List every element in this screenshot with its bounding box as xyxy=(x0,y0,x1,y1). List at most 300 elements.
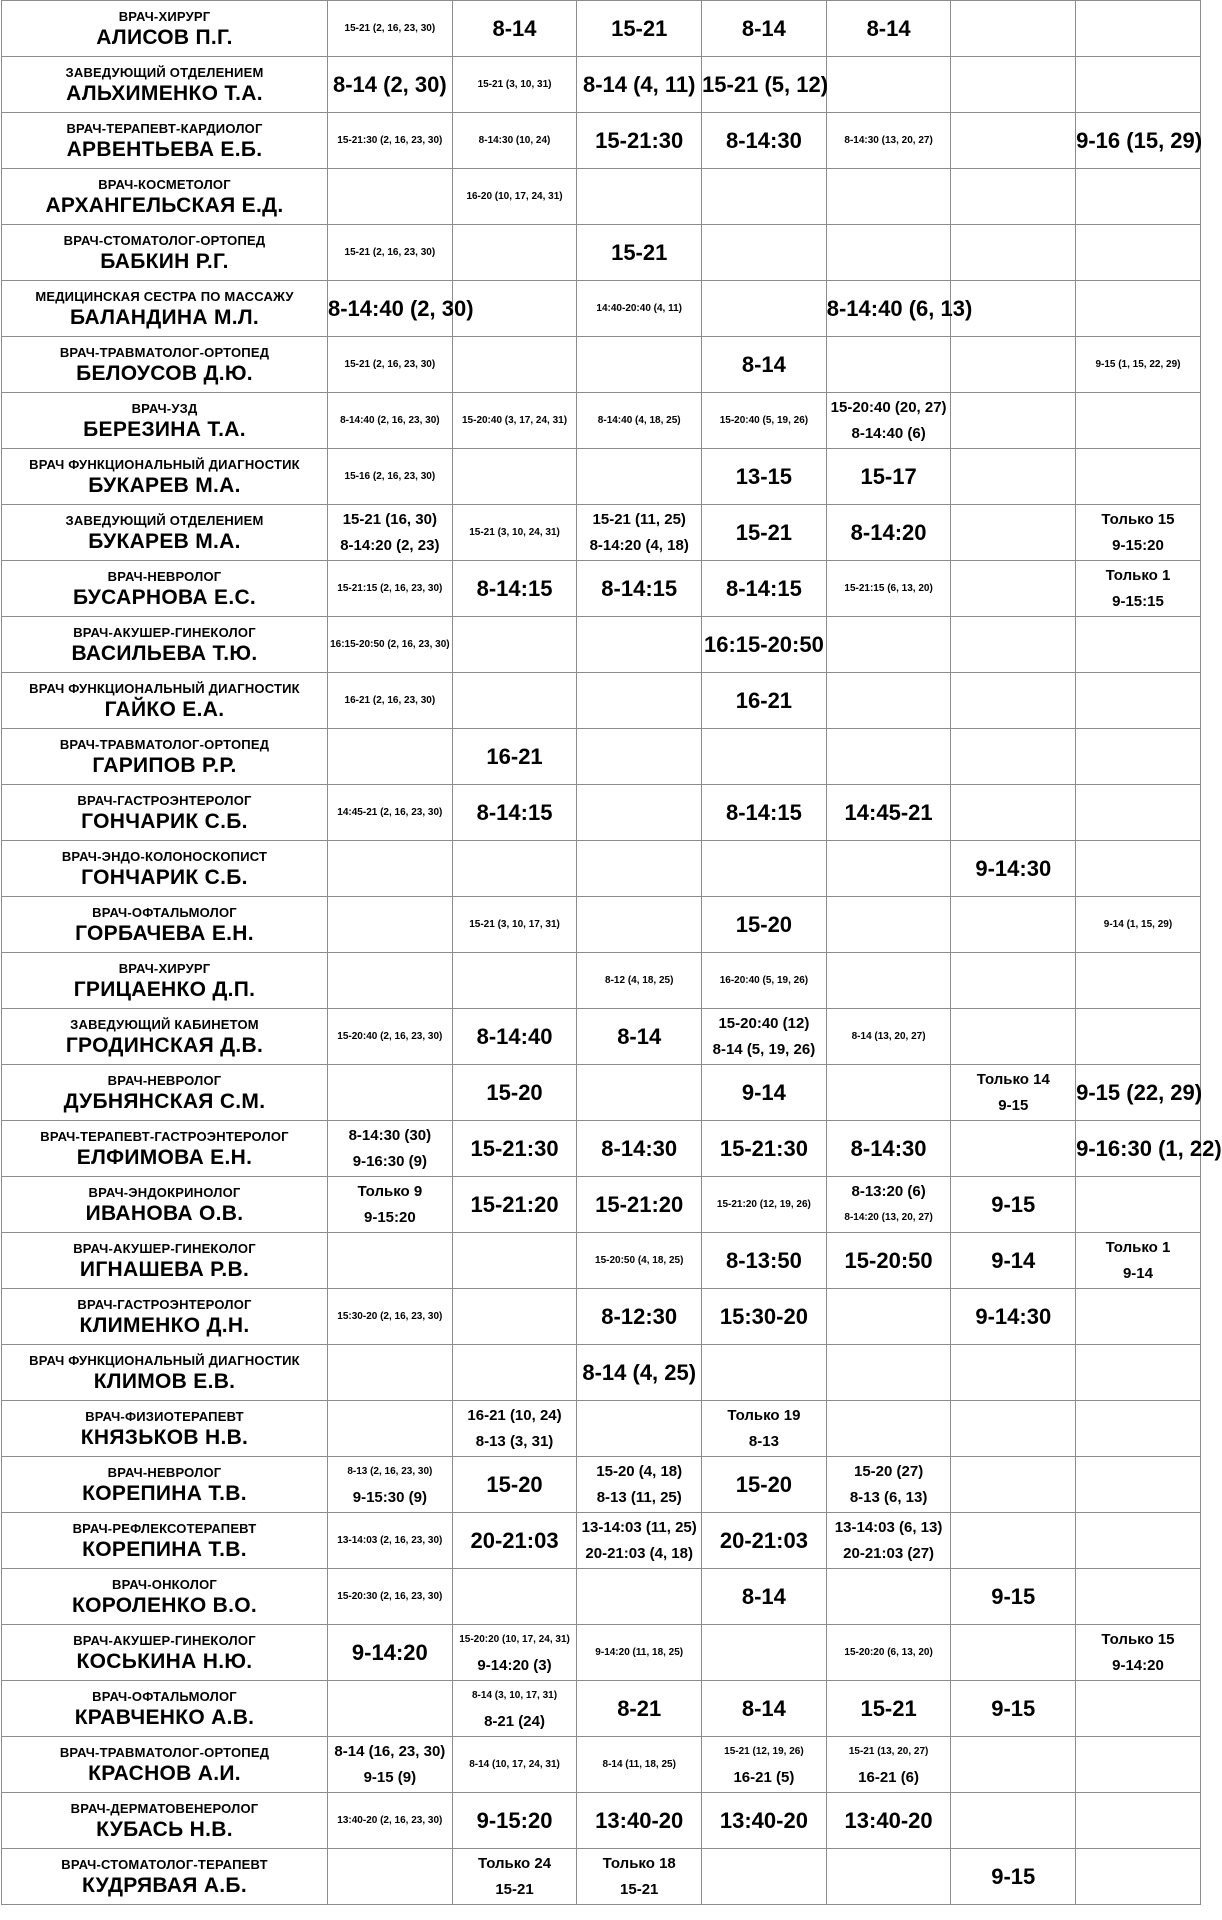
schedule-time: 16:15-20:50 (2, 16, 23, 30) xyxy=(330,638,450,650)
schedule-cell xyxy=(452,897,577,953)
schedule-time: 13:40-20 xyxy=(719,1807,808,1833)
schedule-time: 15-21 (12, 19, 26) xyxy=(724,1745,804,1757)
doctor-name: АРХАНГЕЛЬСКАЯ Е.Д. xyxy=(45,193,284,217)
table-row xyxy=(2,1457,1201,1513)
schedule-time: 15-20 xyxy=(735,1471,793,1497)
schedule-time: 8-13 (3, 31) xyxy=(475,1432,554,1450)
doctor-name: ГРИЦАЕНКО Д.П. xyxy=(73,977,256,1001)
table-row xyxy=(2,1849,1201,1905)
schedule-time: 8-14:40 (4, 18, 25) xyxy=(597,414,681,426)
schedule-cell xyxy=(577,225,702,281)
schedule-time: 13-14:03 (6, 13) xyxy=(834,1518,943,1536)
schedule-time: 8-14 (11, 18, 25) xyxy=(602,1758,676,1770)
schedule-time: 15-17 xyxy=(860,463,917,489)
schedule-cell xyxy=(951,113,1076,169)
table-row xyxy=(2,337,1201,393)
schedule-cell xyxy=(1076,505,1201,561)
doctor-role: ВРАЧ-СТОМАТОЛОГ-ТЕРАПЕВТ xyxy=(61,1856,268,1872)
schedule-time: 9-15 (9) xyxy=(363,1768,417,1786)
schedule-cell xyxy=(577,785,702,841)
schedule-time: 9-16 (15, 29) xyxy=(1076,127,1203,153)
schedule-cell xyxy=(702,617,827,673)
schedule-time: 9-14:20 (11, 18, 25) xyxy=(595,1646,684,1658)
doctor-cell xyxy=(2,1849,328,1905)
schedule-time: 16-20 (10, 17, 24, 31) xyxy=(466,190,563,202)
schedule-cell xyxy=(452,1401,577,1457)
schedule-time: 8-14 (4, 11) xyxy=(582,71,696,97)
schedule-cell xyxy=(826,1457,951,1513)
schedule-cell xyxy=(951,953,1076,1009)
schedule-cell xyxy=(452,57,577,113)
schedule-time: 13-14:03 (2, 16, 23, 30) xyxy=(337,1534,443,1546)
schedule-cell xyxy=(951,1,1076,57)
schedule-time: 16-21 (2, 16, 23, 30) xyxy=(344,694,436,706)
doctor-cell xyxy=(2,1625,328,1681)
schedule-cell xyxy=(452,449,577,505)
schedule-time: 9-15 xyxy=(991,1583,1036,1609)
schedule-time: 9-15 xyxy=(991,1695,1036,1721)
doctor-cell xyxy=(2,1457,328,1513)
schedule-time: 15-20:40 (12) xyxy=(718,1014,810,1032)
schedule-cell xyxy=(951,1009,1076,1065)
doctor-role: ВРАЧ-УЗД xyxy=(131,400,198,416)
schedule-time: 9-16:30 (1, 22) xyxy=(1076,1135,1222,1161)
schedule-cell xyxy=(702,841,827,897)
schedule-cell xyxy=(826,57,951,113)
schedule-cell xyxy=(702,673,827,729)
doctor-cell xyxy=(2,57,328,113)
schedule-time: 9-14:30 xyxy=(975,855,1052,881)
schedule-cell xyxy=(328,1849,453,1905)
table-row xyxy=(2,1177,1201,1233)
schedule-cell xyxy=(577,1289,702,1345)
schedule-cell xyxy=(826,449,951,505)
doctor-cell xyxy=(2,617,328,673)
doctor-name: АЛИСОВ П.Г. xyxy=(96,25,233,49)
schedule-cell xyxy=(577,1065,702,1121)
schedule-time: 15-21 xyxy=(611,239,668,265)
doctor-role: ВРАЧ-ОНКОЛОГ xyxy=(111,1576,217,1592)
schedule-cell xyxy=(577,113,702,169)
schedule-time: 8-14:40 (6, 13) xyxy=(826,295,973,321)
schedule-cell xyxy=(452,169,577,225)
schedule-cell xyxy=(328,57,453,113)
table-row xyxy=(2,617,1201,673)
schedule-cell xyxy=(452,953,577,1009)
doctor-role: ВРАЧ-АКУШЕР-ГИНЕКОЛОГ xyxy=(73,1240,256,1256)
table-row xyxy=(2,1793,1201,1849)
schedule-cell xyxy=(328,1233,453,1289)
schedule-cell xyxy=(328,1625,453,1681)
schedule-cell xyxy=(328,505,453,561)
schedule-cell xyxy=(1076,617,1201,673)
schedule-time: 15-21 xyxy=(860,1695,917,1721)
schedule-time: 15-21:30 (2, 16, 23, 30) xyxy=(337,134,443,146)
schedule-time: 8-14:30 xyxy=(850,1135,927,1161)
schedule-cell xyxy=(826,1289,951,1345)
doctor-cell xyxy=(2,1737,328,1793)
schedule-time: 9-14:20 (3) xyxy=(477,1656,552,1674)
schedule-time: 9-16:30 (9) xyxy=(352,1152,427,1170)
schedule-time: 8-14:15 xyxy=(725,799,802,825)
schedule-cell xyxy=(1076,1,1201,57)
schedule-time: 8-14:15 xyxy=(601,575,678,601)
schedule-time: 15-21 (5, 12) xyxy=(702,71,829,97)
schedule-time: 15-21 xyxy=(735,519,793,545)
schedule-time: 15-21 xyxy=(611,15,668,41)
schedule-cell xyxy=(328,1793,453,1849)
schedule-cell xyxy=(826,1177,951,1233)
schedule-cell xyxy=(951,1513,1076,1569)
schedule-time: 9-14 xyxy=(1122,1264,1153,1282)
schedule-time: 15-21 xyxy=(620,1880,659,1898)
doctor-name: ГАЙКО Е.А. xyxy=(104,697,225,721)
doctor-cell xyxy=(2,561,328,617)
table-row xyxy=(2,1569,1201,1625)
schedule-cell xyxy=(951,1569,1076,1625)
schedule-cell xyxy=(702,1401,827,1457)
doctor-cell xyxy=(2,1121,328,1177)
doctor-name: БУКАРЕВ М.А. xyxy=(88,529,241,553)
doctor-cell xyxy=(2,841,328,897)
schedule-cell xyxy=(328,113,453,169)
schedule-time: 8-14:20 (2, 23) xyxy=(340,536,440,554)
table-row xyxy=(2,1345,1201,1401)
schedule-cell xyxy=(702,1849,827,1905)
doctor-role: ВРАЧ-АКУШЕР-ГИНЕКОЛОГ xyxy=(73,1632,256,1648)
table-row xyxy=(2,953,1201,1009)
schedule-cell xyxy=(826,1513,951,1569)
doctor-role: ВРАЧ-ТЕРАПЕВТ-ГАСТРОЭНТЕРОЛОГ xyxy=(40,1128,289,1144)
schedule-cell xyxy=(328,281,474,337)
schedule-time: 15-20:20 (6, 13, 20) xyxy=(844,1646,933,1658)
schedule-cell xyxy=(951,505,1076,561)
schedule-time: 8-14:40 (2, 30) xyxy=(328,295,474,321)
doctor-role: ВРАЧ ФУНКЦИОНАЛЬНЫЙ ДИАГНОСТИК xyxy=(29,1352,300,1368)
schedule-time: 15-20:40 (5, 19, 26) xyxy=(719,414,809,426)
schedule-time: 9-15:20 xyxy=(363,1208,416,1226)
doctor-role: МЕДИЦИНСКАЯ СЕСТРА ПО МАССАЖУ xyxy=(35,288,294,304)
schedule-cell xyxy=(702,1681,827,1737)
table-row xyxy=(2,785,1201,841)
schedule-cell xyxy=(1076,841,1201,897)
schedule-time: 15-20:40 (20, 27) xyxy=(830,398,947,416)
schedule-cell xyxy=(452,1,577,57)
doctor-name: КРАСНОВ А.И. xyxy=(88,1761,241,1785)
doctor-cell xyxy=(2,1233,328,1289)
schedule-time: 8-14 xyxy=(741,351,786,377)
schedule-cell xyxy=(702,1345,827,1401)
table-row xyxy=(2,1233,1201,1289)
schedule-time: 15-20:20 (10, 17, 24, 31) xyxy=(459,1633,570,1645)
schedule-cell xyxy=(452,561,577,617)
schedule-cell xyxy=(452,1737,577,1793)
schedule-time: 9-14:20 xyxy=(1112,1656,1164,1674)
doctor-cell xyxy=(2,897,328,953)
doctor-name: БУКАРЕВ М.А. xyxy=(88,473,241,497)
schedule-cell xyxy=(826,1233,951,1289)
schedule-time: 9-14:30 xyxy=(975,1303,1052,1329)
schedule-cell xyxy=(452,1065,577,1121)
schedule-time: Только 9 xyxy=(357,1182,423,1200)
schedule-cell xyxy=(826,1,951,57)
schedule-time: 15-21 (3, 10, 31) xyxy=(477,78,552,90)
schedule-time: 15-20:30 (2, 16, 23, 30) xyxy=(337,1590,443,1602)
schedule-cell xyxy=(452,1457,577,1513)
schedule-cell xyxy=(1076,673,1201,729)
table-row xyxy=(2,1121,1201,1177)
schedule-cell xyxy=(452,505,577,561)
schedule-cell xyxy=(951,897,1076,953)
doctor-role: ВРАЧ-РЕФЛЕКСОТЕРАПЕВТ xyxy=(72,1520,257,1536)
schedule-time: Только 14 xyxy=(976,1070,1050,1088)
schedule-cell xyxy=(1076,561,1201,617)
schedule-time: 8-14:30 xyxy=(725,127,802,153)
schedule-cell xyxy=(577,337,702,393)
schedule-cell xyxy=(826,225,951,281)
schedule-cell xyxy=(328,1065,453,1121)
schedule-cell xyxy=(702,113,827,169)
schedule-cell xyxy=(951,673,1076,729)
schedule-cell xyxy=(826,1121,951,1177)
schedule-time: 9-15 xyxy=(991,1863,1036,1889)
schedule-time: 8-14 (3, 10, 17, 31) xyxy=(472,1689,558,1701)
doctor-cell xyxy=(2,505,328,561)
schedule-cell xyxy=(577,1345,702,1401)
doctor-role: ВРАЧ ФУНКЦИОНАЛЬНЫЙ ДИАГНОСТИК xyxy=(29,680,300,696)
table-row xyxy=(2,169,1201,225)
schedule-time: 15-21:20 xyxy=(470,1191,559,1217)
schedule-cell xyxy=(452,1681,577,1737)
schedule-cell xyxy=(826,673,951,729)
doctor-role: ВРАЧ-ОФТАЛЬМОЛОГ xyxy=(92,1688,237,1704)
schedule-time: 13:40-20 xyxy=(844,1807,933,1833)
schedule-time: 15:30-20 xyxy=(719,1303,808,1329)
schedule-time: 8-12:30 xyxy=(601,1303,678,1329)
schedule-cell xyxy=(577,1737,702,1793)
schedule-cell xyxy=(1076,1625,1201,1681)
schedule-time: 15-21 (3, 10, 24, 31) xyxy=(469,526,560,538)
schedule-time: 13-15 xyxy=(735,463,793,489)
schedule-time: Только 18 xyxy=(602,1854,676,1872)
schedule-time: 8-14:30 (10, 24) xyxy=(478,134,551,146)
doctor-role: ВРАЧ-АКУШЕР-ГИНЕКОЛОГ xyxy=(73,624,256,640)
doctor-role: ВРАЧ-ГАСТРОЭНТЕРОЛОГ xyxy=(77,1296,252,1312)
schedule-time: 15-21:20 (12, 19, 26) xyxy=(716,1198,811,1210)
schedule-cell xyxy=(702,1737,827,1793)
schedule-cell xyxy=(452,729,577,785)
schedule-cell xyxy=(577,729,702,785)
schedule-cell xyxy=(951,1121,1076,1177)
schedule-cell xyxy=(577,1569,702,1625)
doctor-name: КОРОЛЕНКО В.О. xyxy=(72,1593,257,1617)
schedule-cell xyxy=(328,449,453,505)
schedule-cell xyxy=(328,393,453,449)
doctor-role: ВРАЧ-ХИРУРГ xyxy=(118,960,211,976)
schedule-cell xyxy=(826,1849,951,1905)
schedule-time: 15-21 (3, 10, 17, 31) xyxy=(469,918,560,930)
schedule-cell xyxy=(452,1569,577,1625)
table-row xyxy=(2,225,1201,281)
schedule-cell xyxy=(1076,1345,1201,1401)
table-row xyxy=(2,673,1201,729)
schedule-cell xyxy=(702,1569,827,1625)
schedule-cell xyxy=(951,841,1076,897)
schedule-cell xyxy=(826,393,951,449)
schedule-time: 15-20:50 xyxy=(844,1247,933,1273)
schedule-cell xyxy=(826,561,951,617)
schedule-time: 8-14:40 (6) xyxy=(851,424,926,442)
schedule-cell xyxy=(452,673,577,729)
doctor-cell xyxy=(2,1401,328,1457)
table-row xyxy=(2,505,1201,561)
doctor-cell xyxy=(2,1177,328,1233)
schedule-cell xyxy=(328,169,453,225)
schedule-cell xyxy=(702,169,827,225)
table-row xyxy=(2,1513,1201,1569)
schedule-cell xyxy=(328,1345,453,1401)
schedule-time: 8-14 xyxy=(866,15,911,41)
schedule-cell xyxy=(951,1737,1076,1793)
doctor-cell xyxy=(2,337,328,393)
schedule-cell xyxy=(702,729,827,785)
schedule-time: 15-20 (4, 18) xyxy=(596,1462,683,1480)
schedule-cell xyxy=(577,393,702,449)
schedule-cell xyxy=(577,617,702,673)
table-row xyxy=(2,1289,1201,1345)
schedule-time: 9-15:20 xyxy=(1112,536,1164,554)
doctor-role: ВРАЧ-ЭНДО-КОЛОНОСКОПИСТ xyxy=(61,848,268,864)
schedule-time: 8-14:15 xyxy=(725,575,802,601)
schedule-cell xyxy=(328,953,453,1009)
schedule-cell xyxy=(328,1569,453,1625)
doctor-name: КРАВЧЕНКО А.В. xyxy=(74,1705,255,1729)
doctor-name: БЕЛОУСОВ Д.Ю. xyxy=(76,361,253,385)
schedule-cell xyxy=(951,225,1076,281)
schedule-time: 9-15 (22, 29) xyxy=(1076,1079,1203,1105)
schedule-cell xyxy=(1076,1457,1201,1513)
schedule-cell xyxy=(452,1009,577,1065)
schedule-cell xyxy=(1076,225,1201,281)
schedule-cell xyxy=(328,673,453,729)
doctor-role: ВРАЧ-ГАСТРОЭНТЕРОЛОГ xyxy=(77,792,252,808)
doctor-name: ГОРБАЧЕВА Е.Н. xyxy=(75,921,254,945)
schedule-cell xyxy=(1076,729,1201,785)
schedule-cell xyxy=(328,1513,453,1569)
schedule-cell xyxy=(702,1177,827,1233)
schedule-cell xyxy=(826,1009,951,1065)
schedule-cell xyxy=(1076,57,1201,113)
doctor-name: ГОНЧАРИК С.Б. xyxy=(81,865,248,889)
schedule-time: 8-21 xyxy=(617,1695,662,1721)
schedule-cell xyxy=(1076,1681,1201,1737)
table-row xyxy=(2,1625,1201,1681)
schedule-cell xyxy=(826,1681,951,1737)
schedule-cell xyxy=(702,897,827,953)
schedule-time: 20-21:03 (27) xyxy=(843,1544,935,1562)
table-row xyxy=(2,729,1201,785)
schedule-cell xyxy=(702,281,827,337)
schedule-cell xyxy=(951,1793,1076,1849)
schedule-time: 15-21 xyxy=(495,1880,534,1898)
schedule-time: 9-14 (1, 15, 29) xyxy=(1103,918,1173,930)
doctor-cell xyxy=(2,1289,328,1345)
schedule-cell xyxy=(577,1121,702,1177)
schedule-cell xyxy=(826,953,951,1009)
schedule-cell xyxy=(826,337,951,393)
schedule-time: Только 19 xyxy=(727,1406,801,1424)
schedule-body xyxy=(2,1,1222,1905)
doctor-cell xyxy=(2,1569,328,1625)
doctor-cell xyxy=(2,1009,328,1065)
schedule-cell xyxy=(826,1401,951,1457)
schedule-cell xyxy=(1076,1401,1201,1457)
schedule-cell xyxy=(577,57,702,113)
schedule-cell xyxy=(951,561,1076,617)
schedule-cell xyxy=(452,225,577,281)
schedule-time: 15-21 (2, 16, 23, 30) xyxy=(344,358,436,370)
schedule-time: 9-15:20 xyxy=(476,1807,553,1833)
schedule-cell xyxy=(826,113,951,169)
schedule-cell xyxy=(577,1849,702,1905)
schedule-time: 16:15-20:50 xyxy=(703,631,824,657)
table-row xyxy=(2,449,1201,505)
schedule-cell xyxy=(702,1009,827,1065)
schedule-time: 15-20:40 (2, 16, 23, 30) xyxy=(337,1030,443,1042)
schedule-cell xyxy=(951,1345,1076,1401)
schedule-time: 8-14:30 xyxy=(601,1135,678,1161)
doctor-name: ДУБНЯНСКАЯ С.М. xyxy=(63,1089,266,1113)
schedule-time: 20-21:03 (4, 18) xyxy=(585,1544,693,1562)
schedule-time: 8-13 xyxy=(748,1432,779,1450)
schedule-cell xyxy=(826,169,951,225)
schedule-time: 15-20 xyxy=(486,1471,543,1497)
schedule-cell xyxy=(328,1457,453,1513)
doctor-cell xyxy=(2,169,328,225)
doctor-role: ВРАЧ-НЕВРОЛОГ xyxy=(107,1072,222,1088)
table-row xyxy=(2,1065,1201,1121)
doctor-role: ВРАЧ-НЕВРОЛОГ xyxy=(107,1464,222,1480)
schedule-cell xyxy=(951,337,1076,393)
schedule-cell xyxy=(328,841,453,897)
doctor-cell xyxy=(2,1793,328,1849)
doctor-cell xyxy=(2,449,328,505)
doctor-role: ВРАЧ-ТРАВМАТОЛОГ-ОРТОПЕД xyxy=(59,344,270,360)
schedule-cell xyxy=(328,897,453,953)
schedule-cell xyxy=(702,1625,827,1681)
schedule-cell xyxy=(951,449,1076,505)
schedule-cell xyxy=(702,57,827,113)
schedule-time: 8-14 (13, 20, 27) xyxy=(851,1030,926,1042)
doctor-role: ВРАЧ-НЕВРОЛОГ xyxy=(107,568,222,584)
schedule-cell xyxy=(328,1401,453,1457)
schedule-time: 8-14 (4, 25) xyxy=(582,1359,697,1385)
doctor-cell xyxy=(2,953,328,1009)
schedule-time: 8-13:20 (6) xyxy=(851,1182,926,1200)
schedule-time: 8-14 xyxy=(741,15,786,41)
doctor-role: ВРАЧ-ХИРУРГ xyxy=(118,8,211,24)
schedule-cell xyxy=(452,1177,577,1233)
schedule-cell xyxy=(826,617,951,673)
schedule-time: 9-15 (1, 15, 22, 29) xyxy=(1095,358,1181,370)
schedule-time: 8-14 xyxy=(741,1695,786,1721)
doctor-cell xyxy=(2,1513,328,1569)
schedule-cell xyxy=(577,505,702,561)
schedule-cell xyxy=(702,449,827,505)
schedule-cell xyxy=(577,1457,702,1513)
schedule-time: 9-15 xyxy=(991,1191,1036,1217)
schedule-time: 15-21 (2, 16, 23, 30) xyxy=(344,22,436,34)
